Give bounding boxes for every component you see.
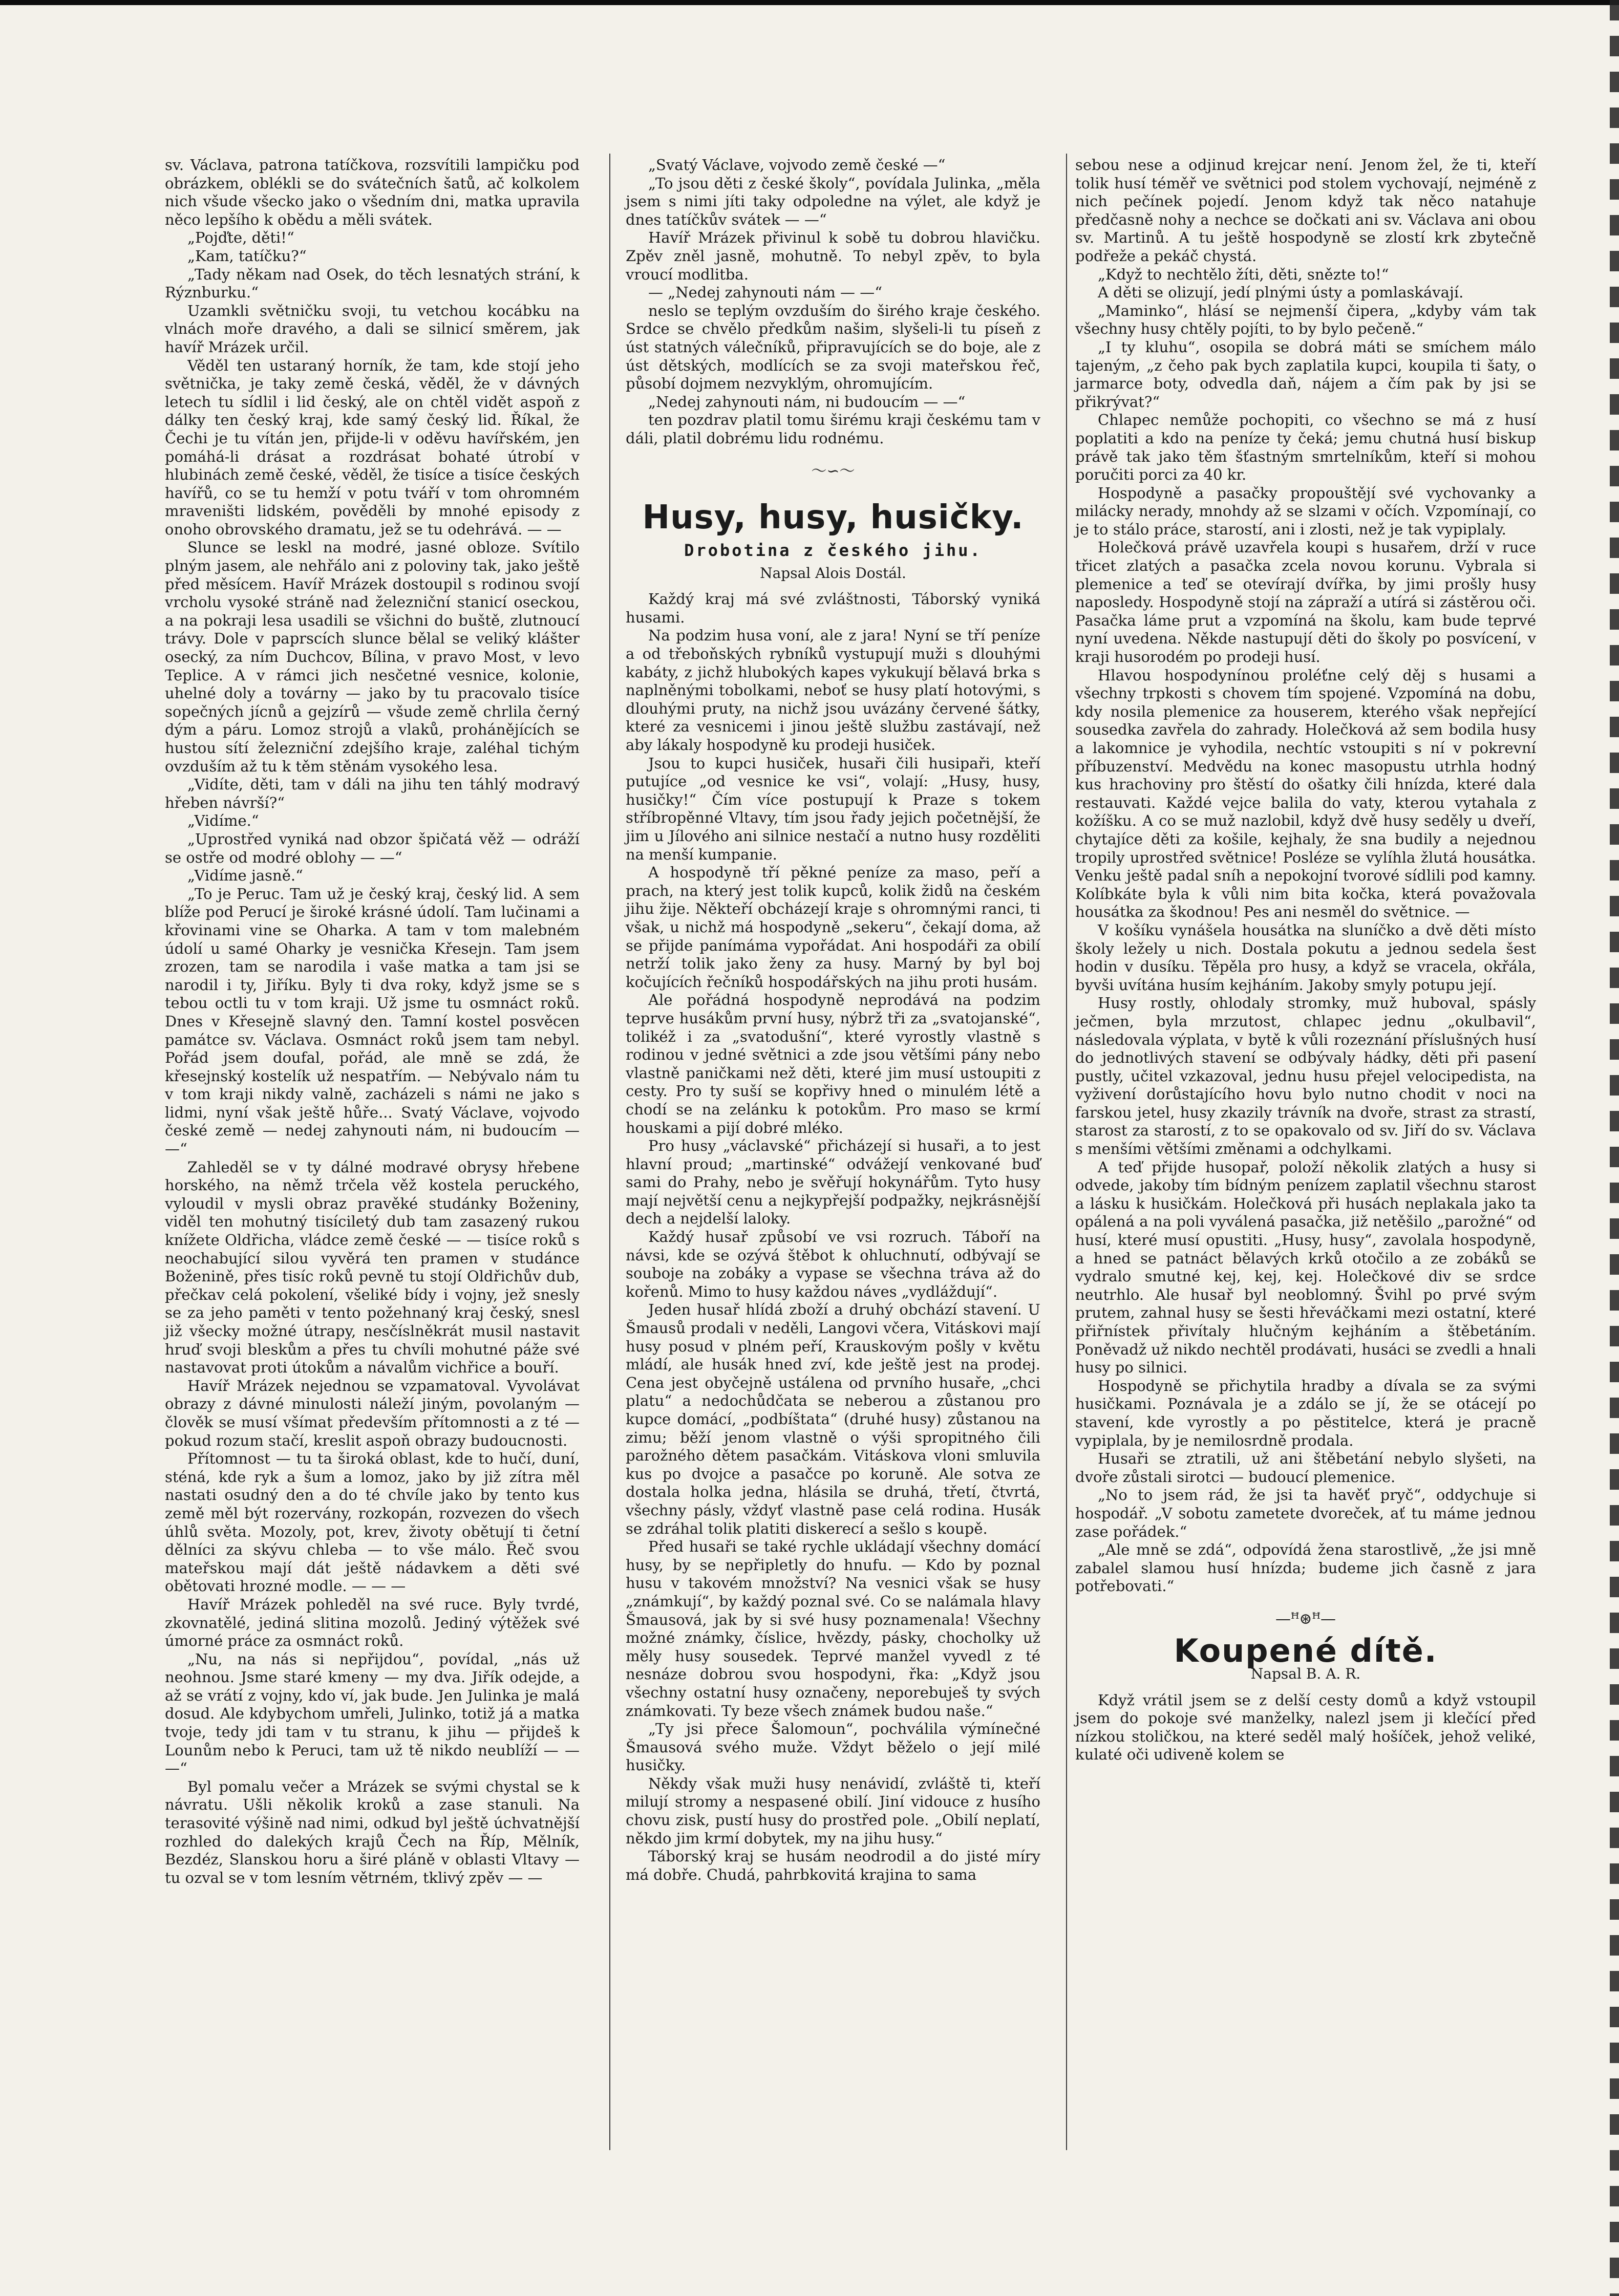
paragraph: „Když to nechtělo žíti, děti, snězte to!“ xyxy=(1098,265,1389,283)
paragraph: „Tady někam nad Osek, do těch lesnatých strání, k Rýznburku.“ xyxy=(165,265,580,302)
column-1 xyxy=(165,156,580,1887)
column-rule-2 xyxy=(1066,154,1067,2150)
paragraph: A děti se olizují, jedí plnými ústy a pomlaskávají. xyxy=(1098,284,1464,302)
paragraph: Jeden husař hlídá zboží a druhý obchází stavení. U Šmausů prodali v neděli, Langovi včera, Vitáskovi mají husy posud v plném peří, Krauskovým pošly v květu mládí, ale husák hned zví, kde ještě jest na prodej. Cena jest obyčejně ustálena od prvního husaře, „chci platu“ a nedochůdčata se neberou a zůstanou pro kupce domácí, „podbíštata“ (druhé husy) zůstanou na zimu; běží jenom vlastně o výši spropitného čili parožného dětem pasačkám. Vitáskova vloni smluvila kus po dvojce a pasačce po koruně. Ale sotva ze dostala holka jedna, hlásila se druhá, třetí, čtvrtá, všechny pásly, vždyť vlastně pase celá rodina. Husák se zdráhal tolik platiti diskerecí a sešlo s koupě. xyxy=(626,1301,1040,1537)
story-title: Koupené dítě. xyxy=(1174,1632,1438,1669)
paragraph: Každý kraj má své zvláštnosti, Táborský vyniká husami. xyxy=(626,590,1040,626)
article-title: Husy, husy, husičky. xyxy=(642,499,1024,537)
article-body xyxy=(626,590,1040,1884)
ornament-divider: 〜∽〜 xyxy=(811,462,855,480)
scan-top-edge xyxy=(0,0,1619,5)
paragraph: neslo se teplým ovzduším do širého kraje českého. Srdce se chvělo předkům našim, slyšeli-li tu píseň z úst statných válečníků, připravujících se do boje, ale z úst dětských, modlících se za svoji mateřskou řeč, působí dojmem nezvyklým, ohromujícím. xyxy=(626,302,1040,393)
article-byline: Napsal Alois Dostál. xyxy=(760,564,906,582)
paragraph: Věděl ten ustaraný horník, že tam, kde stojí jeho světnička, je taky země česká, věděl, že v dávných letech tu sídlil i lid český, ale on chtěl vidět aspoň z dálky ten český kraj, kde samý český lid. Říkal, že Čechi je tu vítán jen, přijde-li v oděvu havířském, jen pomáhá-li drásat a rozdrásat bohaté útrobí v hlubinách země české, věděl, že tisíce a tisíce českých havířů, co se tu hemží v potu tváří v tom ohromném mraveništi lidském, pověděli by mnohé episody z onoho obrovského dramatu, jež se tu odehrává. — — xyxy=(165,356,580,538)
paragraph: „Ty jsi přece Šalomoun“, pochválila výmínečné Šmausová svého muže. Vždyt běželo o její milé husičky. xyxy=(626,1720,1040,1774)
article-subtitle: Drobotina z českého jihu. xyxy=(684,541,982,561)
paragraph: Táborský kraj se husám neodrodil a do jisté míry má dobře. Chudá, pahrbkovitá krajina to sama xyxy=(626,1848,1040,1883)
paragraph: sebou nese a odjinud krejcar není. Jenom žel, že ti, kteří tolik husí téměř ve světnici pod stolem vychovají, nejméně z nich pečínek pojedí. Jenom když tak něco natahuje předčasně nohy a nechce se dočkati ani sv. Václava ani obou sv. Martinů. A tu ještě hospodyně se zlostí krk zbytečně podřeže a pekáč chystá. xyxy=(1075,156,1536,265)
paragraph: Slunce se leskl na modré, jasné obloze. Svítilo plným jasem, ale nehřálo ani z poloviny tak, jako ještě před měsícem. Havíř Mrázek dostoupil s rodinou svojí vrcholu vysoké stráně nad železniční stanicí oseckou, a na pokraji lesa usadili se všichni do buště, zlutnoucí trávy. Dole v paprscích slunce bělal se veliký klášter osecký, za ním Duchcov, Bílina, v pravo Most, v levo Teplice. A v rámci jich nesčetné vesnice, kolonie, uhelné doly a továrny — jako by tu pracovalo tisíce sopečných jícnů a gejzírů — všude země chrlila černý dým a páru. Lomoz strojů a vlaků, prohánějících se hustou sítí železniční zdejšího kraje, zaléhal tichým ovzduším až tu k těm stěnám vysokého lesa. xyxy=(165,539,580,775)
article-continuation xyxy=(1075,156,1536,1596)
paragraph: Někdy však muži husy nenávidí, zvláště ti, kteří milují stromy a nespasené obilí. Jiní vidouce z husího chovu zisk, pustí husy do prostřed pole. „Obilí neplatí, někdo jim krmí dobytek, my na jihu husy.“ xyxy=(626,1774,1040,1847)
paragraph: „Vidíme jasně.“ xyxy=(187,867,303,885)
scan-right-edge xyxy=(1610,0,1619,2296)
paragraph: „Svatý Václave, vojvodo země české —“ xyxy=(648,156,946,174)
paragraph: Zahleděl se v ty dálné modravé obrysy hřebene horského, na němž trčela věž kostela peruckého, vyloudil v mysli obraz pravěké studánky Boženiny, viděl ten mohutný tisíciletý dub tam zasazený rukou knížete Oldřicha, vládce země české — — tisíce roků s neochabující silou vyvěrá ten pramen v studánce Boženině, přes tisíc roků pevně tu stojí Oldřichův dub, přečkav celá pokolení, všeliké bídy i vojny, jež snesly se za jeho paměti v tento požehnaný kraj český, snesl již všecky možné útrapy, nesčíslněkrát musil nastavit hruď svoji bleskům a přes tu chvíli mohutné páže své nastavovat proti útokům a návalům vichřice a bouří. xyxy=(165,1158,580,1377)
paragraph: Jsou to kupci husiček, husaři čili husipaři, kteří putujíce „od vesnice ke vsi“, volají: „Husy, husy, husičky!“ Čím více postupují k Praze s tokem stříbropěnné Vltavy, tím jsou řady jejich početnější, že jim u Jílového ani silnice nestačí a nutno husy rozděliti na menší kumpanie. xyxy=(626,754,1040,863)
paragraph: „To je Peruc. Tam už je český kraj, český lid. A sem blíže pod Perucí je široké krásné údolí. Tam lučinami a křovinami vine se Oharka. A tam v tom malebném údolí u samé Oharky je vesnička Křesejn. Tam jsem zrozen, tam se narodila i vaše matka a tam jsi se narodil i ty, Jiříku. Byly ti dva roky, když jsme se s tebou octli tu v tom kraji. Už jsme tu osmnáct roků. Dnes v Křesejně slavný den. Tamní kostel posvěcen památce sv. Václava. Osmnáct roků jsem tam nebyl. Pořád jsem doufal, pořád, ale mně se zdá, že křesejnský kostelík už nespatřím. — Nebývalo nám tu v tom kraji nikdy valně, zacházeli s námi ne jako s lidmi, nyní však ještě hůře... Svatý Václave, vojvodo české země — nedej zahynouti nám, ni budoucím — —“ xyxy=(165,885,580,1158)
column-2 xyxy=(626,156,1040,1884)
paragraph: Holečková právě uzavřela koupi s husařem, drží v ruce třicet zlatých a pasačka zcela novou korunu. Vybrala si plemenice a teď se otevírají dvířka, by jimi prošly husy naposledy. Hospodyně stojí na zápraží a utírá si zástěrou oči. Pasačka láme prut a vzpomíná na školu, kam bude teprvé nyní uvedena. Někde nastupují děti do školy po posvícení, v kraji husorodém po prodeji husí. xyxy=(1075,539,1536,666)
paragraph: Havíř Mrázek nejednou se vzpamatoval. Vyvolávat obrazy z dávné minulosti náleží jiným, povolaným — člověk se musí všímat především přítomnosti a z té — pokud rozum stačí, kreslit aspoň obrazy budoucnosti. xyxy=(165,1377,580,1449)
story-body xyxy=(1075,1691,1536,1764)
column-2-story-end xyxy=(626,156,1040,448)
paragraph: Havíř Mrázek přivinul k sobě tu dobrou hlavičku. Zpěv zněl jasně, mohutně. To nebyl zpěv, to byla vroucí modlitba. xyxy=(626,229,1040,283)
paragraph: „Vidíte, děti, tam v dáli na jihu ten táhlý modravý hřeben návrší?“ xyxy=(165,776,580,811)
paragraph: Havíř Mrázek pohleděl na své ruce. Byly tvrdé, zkovnatělé, jediná slitina mozolů. Jediný výtěžek své úmorné práce za osmnáct roků. xyxy=(165,1595,580,1650)
paragraph: Hospodyně a pasačky propouštějí své vychovanky a milácky nerady, mnohdy až se slzami v očích. Vzpomínají, co je to stálo práce, starostí, ani i zlosti, než je tak vypiplaly. xyxy=(1075,484,1536,538)
paragraph: sv. Václava, patrona tatíčkova, rozsvítili lampičku pod obrázkem, oblékli se do svátečních šatů, ač kolkolem nich všude všecko jako o všedním dni, matka upravila něco lepšího k obědu a měli svátek. xyxy=(165,156,580,228)
paragraph: „Pojďte, děti!“ xyxy=(187,229,294,247)
column-rule-1 xyxy=(609,154,610,2150)
paragraph: Když vrátil jsem se z delší cesty domů a když vstoupil jsem do pokoje své manželky, nalezl jsem ji klečící před nízkou stoličkou, na které seděl malý hošíček, jehož veliké, kulaté oči udiveně kolem se xyxy=(1075,1691,1536,1764)
paragraph: A teď přijde husopař, položí několik zlatých a husy si odvede, jakoby tím bídným penízem zaplatil všechnu starost a lásku k husičkám. Holečková při husách neplakala jako ta opálená a na poli vyválená pasačka, již netěšilo „parožné“ od husí, které musí opustiti. „Husy, husy“, zavolala hospodyně, a hned se patnáct bělavých krků otočilo a ze zobáků se vydralo smutné kej, kej, kej. Holečkové div se srdce neutrhlo. Ale husař byl neoblomný. Švihl po prvé svým prutem, zahnal husy se šesti hřeváčkami mezi ostatní, které přiřnístek přivítaly hlučným kejháním a štěbetáním. Poněvadž už nikdo nechtěl prodávati, husáci se zvedli a hnali husy po silnici. xyxy=(1075,1158,1536,1377)
paragraph: Každý husař způsobí ve vsi rozruch. Táboří na návsi, kde se ozývá štěbot k ohluchnutí, odbývají se souboje na zobáky a vypase se všechna tráva až do kořenů. Mimo to husy každou náves „vydláždují“. xyxy=(626,1228,1040,1300)
paragraph: Přítomnost — tu ta široká oblast, kde to hučí, duní, sténá, kde ryk a šum a lomoz, jako by již zítra měl nastati osudný den a do té chvíle jako by tento kus země měl být rozervány, rozkopán, rozvezen do všech úhlů světa. Mozoly, pot, krev, životy obětují ti četní dělníci za skývu chleba — to vše málo. Řeč svou mateřskou mají dát ještě nádavkem a děti své obětovati hrozné modle. — — — xyxy=(165,1450,580,1595)
paragraph: „To jsou děti z české školy“, povídala Julinka, „měla jsem s nimi jíti taky odpoledne na výlet, ale když je dnes tatíčkův svátek — —“ xyxy=(626,174,1040,228)
column-3 xyxy=(1075,156,1536,1764)
paragraph: Chlapec nemůže pochopiti, co všechno se má z husí poplatiti a kdo na peníze ty čeká; jemu chutná husí biskup právě tak jako těm šťastným smrtelníkům, kteří si mohou poručiti porci za 40 kr. xyxy=(1075,411,1536,484)
paragraph: Husaři se ztratili, už ani štěbetání nebylo slyšeti, na dvoře zůstali sirotci — budoucí plemenice. xyxy=(1075,1450,1536,1486)
paragraph: V košíku vynášela housátka na sluníčko a dvě děti místo školy ležely u nich. Dostala pokutu a jednou sedela šest hodin v dusíku. Těpěla pro husy, a když se vracela, okřála, byvši uvítána husím kejháním. Jakoby smyly potupu její. xyxy=(1075,921,1536,994)
paragraph: „Maminko“, hlásí se nejmenší čipera, „kdyby vám tak všechny husy chtěly pojíti, to by bylo pečeně.“ xyxy=(1075,302,1536,338)
paragraph: „Kam, tatíčku?“ xyxy=(187,247,307,265)
paragraph: Hospodyně se přichytila hradby a dívala se za svými husičkami. Poznávala je a zdálo se jí, že se otácejí po stavení, kde vyrostly a po pěstitelce, která je pracně vypiplala, by je nemilosrdně prodala. xyxy=(1075,1377,1536,1449)
paragraph: „Nu, na nás si nepřijdou“, povídal, „nás už neohnou. Jsme staré kmeny — my dva. Jiřík odejde, a až se vrátí z vojny, kdo ví, jak bude. Jen Julinka je malá dosud. Ale kdybychom umřeli, Julinko, totiž já a matka tvoje, tedy jdi tam v tu stranu, k jihu — přijdeš k Lounům nebo k Peruci, tam už tě nikdo neublíží — — —“ xyxy=(165,1650,580,1777)
paragraph: „Nedej zahynouti nám, ni budoucím — —“ xyxy=(648,393,966,411)
paragraph: Ale pořádná hospodyně neprodává na podzim teprve husákům první husy, nýbrž tři za „svatojanské“, tolikéž i za „svatodušní“, které vyrostly vlastně s rodinou v jedné světnici a zde jsou většími pány nebo vlastně paničkami než děti, které jim musí ustoupiti z cesty. Pro ty suší se kopřivy hned o minulém létě a chodí se na zelánku k potokům. Pro maso se krmí houskami a pijí dobré mléko. xyxy=(626,991,1040,1136)
paragraph: ten pozdrav platil tomu širému kraji českému tam v dáli, platil dobrému lidu rodnému. xyxy=(626,411,1040,447)
paragraph: „Vidíme.“ xyxy=(187,812,259,830)
story-byline: Napsal B. A. R. xyxy=(1250,1665,1361,1683)
ornament-separator: —ꟸ⊛ꟸ— xyxy=(1275,1610,1336,1628)
paragraph: „Uprostřed vyniká nad obzor špičatá věž — odráží se ostře od modré oblohy — —“ xyxy=(165,830,580,866)
paragraph: Byl pomalu večer a Mrázek se svými chystal se k návratu. Ušli několik kroků a zase stanuli. Na terasovité výšině nad nimi, odkud byl ještě úchvatnější rozhled do dalekých krajů Čech na Říp, Mělník, Bezdéz, Slanskou horu a širé pláně v oblasti Vltavy — tu ozval se v tom lesním větrném, tklivý zpěv — — xyxy=(165,1777,580,1886)
paragraph: Pro husy „václavské“ přicházejí si husaři, a to jest hlavní proud; „martinské“ odvážejí venkované buď sami do Prahy, nebo je svěřují hokynářům. Tyto husy mají největší cenu a nejkypřejší podpažky, nejkrásnější dech a nejdelší laloky. xyxy=(626,1137,1040,1228)
paragraph: Hlavou hospodynínou proléťne celý děj s husami a všechny trpkosti s chovem tím spojené. Vzpomíná na dobu, kdy nosila plemenice za houserem, kterého však nepřející sousedka zavřela do zahrady. Holečková až sem bodila husy a lakomnice je vyhodila, nechtíc vstoupiti s ní v pokrevní příbuzenství. Medvědu na konec masopustu utrhla hodný kus hrachoviny pro štěstí do ošatky čili hnízda, které dala restauvati. Každé vejce balila do vaty, kterou vytahala z kožíšku. A co se muž nazlobil, když dvě husy seděly u dveří, chytajíce děti za košile, kejhaly, že sna budily a nejednou tropily uprostřed světnice! Posléze se vylíhla žlutá housátka. Venku ještě padal sníh a nepokojní tvorové sídlili pod kamny. Kolíbkáte byla k vůli nim bita kočka, která považovala housátka za škodnou! Pes ani nesměl do světnice. — xyxy=(1075,666,1536,921)
paragraph: Před husaři se také rychle ukládají všechny domácí husy, by se nepřipletly do hnufu. — Kdo by poznal husu v takovém množství? Na vesnici však se husy „známkují“, by každý poznal své. Co se nalámala hlavy Šmausová, jak by si své husy poznamenala! Všechny možné známky, číslice, hvězdy, pásky, chocholky už měly husy sousedek. Teprvé manžel vyvedl z té nesnáze dobrou svou hospodyni, řka: „Když jsou všechny ostatní husy označeny, neporebuješ ty svých známkovati. Ty beze všech známek budou naše.“ xyxy=(626,1538,1040,1720)
paragraph: Husy rostly, ohlodaly stromky, muž huboval, spásly ječmen, byla mrzutost, chlapec jednu „okulbavil“, následovala výplata, v byt‍ě k vůli rozeznání příslušných husí do jednotlivých stavení se odbývaly hádky, děti při pasení pustly, učitel vzkazoval, jednu husu přejel velocipedista, na vyživení dorůstajícího hovu bylo nutno chodit v noci na farskou jetel, husy zkazily trávník na dvoře, strast za strastí, starost za starostí, z to se opakovalo od sv. Jiří do sv. Václava s menšími většími změnami a odchylkami. xyxy=(1075,994,1536,1158)
paragraph: „Ale mně se zdá“, odpovídá žena starostlivě, „že jsi mně zabalel slamou husí hnízda; budeme jich časně z jara potřebovati.“ xyxy=(1075,1541,1536,1595)
paragraph: „No to jsem rád, že jsi ta havěť pryč“, oddychuje si hospodář. „V sobotu zametete dvoreček, ať tu máme jednou zase pořádek.“ xyxy=(1075,1486,1536,1540)
paragraph: — „Nedej zahynouti nám — —“ xyxy=(648,284,883,302)
paragraph: Uzamkli světničku svoji, tu vetchou kocábku na vlnách moře dravého, a dali se silnicí směrem, jak havíř Mrázek určil. xyxy=(165,302,580,356)
paragraph: A hospodyně tří pěkné peníze za maso, peří a prach, na který jest tolik kupců, kolik židů na českém jihu žije. Někteří obcházejí kraje s ohromnými ranci, ti však, u nichž má hospodyně „sekeru“, čekají doma, až se přijde panímáma vypořádat. Ani hospodáři za obilí netrží tolik jako ženy za husy. Marný by byl boj kočujících řečníků hospodářských na jihu proti husám. xyxy=(626,864,1040,991)
paragraph: „I ty kluhu“, osopila se dobrá máti se smíchem málo tajeným, „z čeho pak bych zaplatila kupci, koupila ti šaty, o jarmarce boty, odvedla daň, nájem a čím pak by jsi se přikrývat?“ xyxy=(1075,338,1536,411)
paragraph: Na podzim husa voní, ale z jara! Nyní se tří peníze a od třeboňských rybníků vystupují muži s dlouhými kabáty, z jichž hlubokých kapes vykukují bělavá brka s naplněnými tobolkami, neboť se husy platí hotovými, s dlouhými pruty, na nichž jsou uvázány červené šátky, které za vesnicemi i jinou ještě službu zastávají, než aby lákaly hospodyně ku prodeji husiček. xyxy=(626,627,1040,754)
